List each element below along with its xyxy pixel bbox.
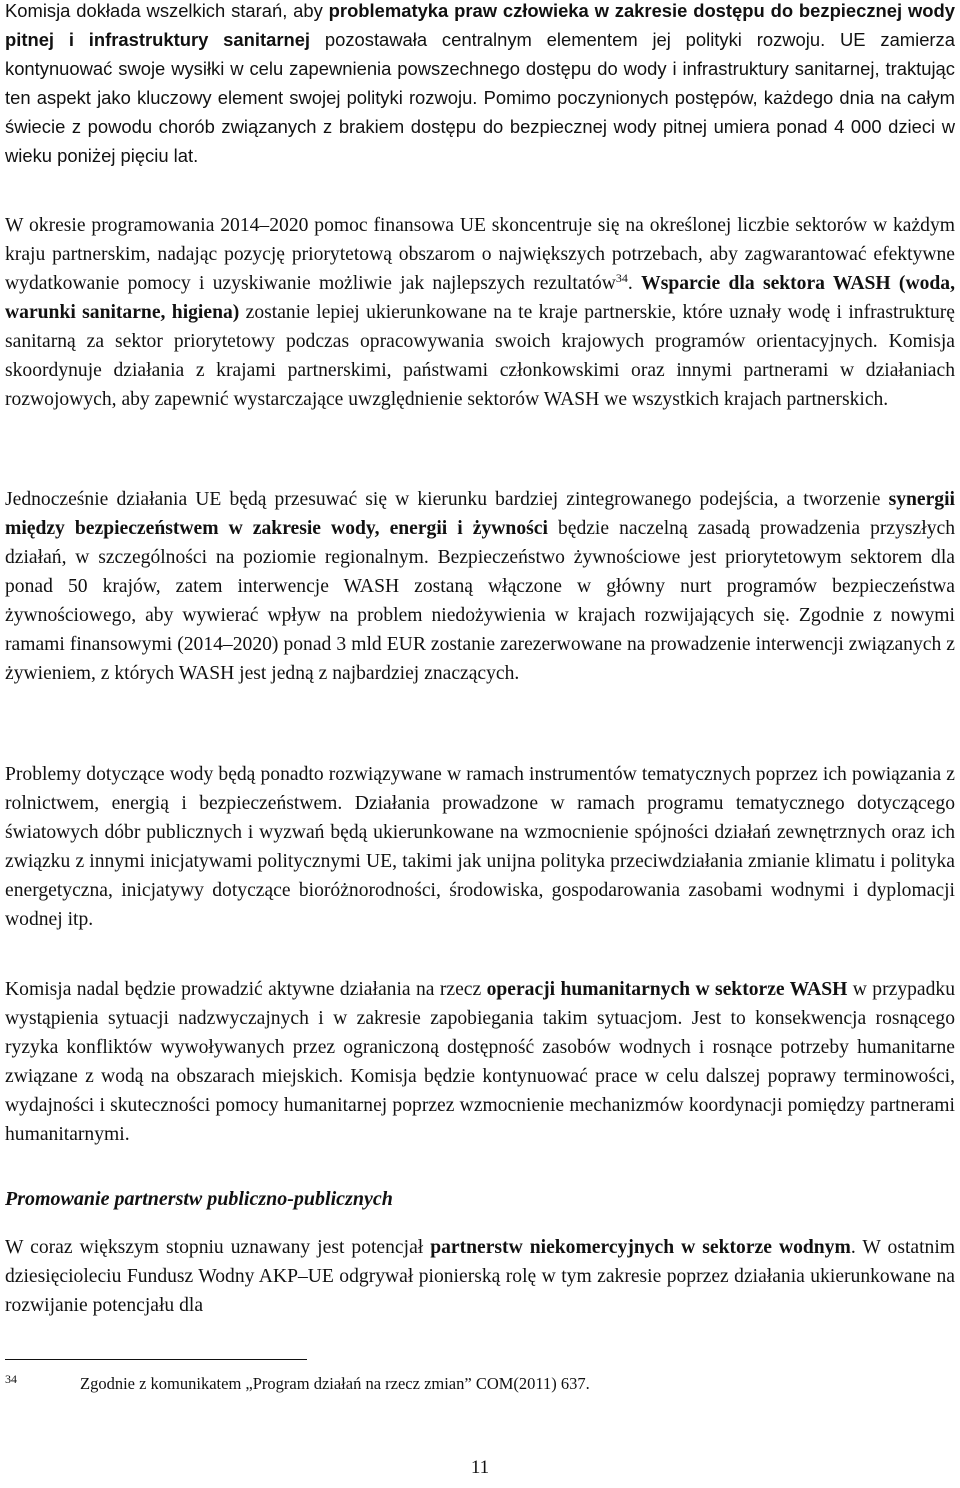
text: W okresie programowania 2014–2020 pomoc finansowa UE skoncentruje się na określonej liczbie sektorów w każdym kraju partnerskim, nadając pozycję priorytetową obszarom o największych potrzebach, aby zagwarantować efektywne wydatkowanie pomocy i uzyskiwanie możliwie jak najlepszych rezultatów xyxy=(5,215,955,294)
text: zostanie lepiej ukierunkowane na te kraje partnerskie, które uznały wodę i infrastrukturę sanitarną za sektor priorytetowy podczas opracowywania swoich krajowych programów orientacyjnych. Komisja skoordynuje działania z krajami partnerskimi, państwami członkowskimi oraz innymi partnerami w działaniach rozwojowych, aby zapewnić wystarczające uwzględnienie sektorów WASH we wszystkich krajach partnerskich. xyxy=(5,302,955,410)
footnote-text: Zgodnie z komunikatem „Program działań na rzecz zmian” COM(2011) 637. xyxy=(80,1374,590,1393)
text: Jednocześnie działania UE będą przesuwać się w kierunku bardziej zintegrowanego podejścia, a tworzenie xyxy=(5,489,889,510)
bold-text: partnerstw niekomercyjnych w sektorze wodnym xyxy=(430,1237,851,1258)
paragraph-partnerships xyxy=(5,1233,955,1320)
bold-text: Wsparcie dla sektora WASH (woda, warunki sanitarne, higiena) xyxy=(5,273,955,323)
paragraph-synergies xyxy=(5,485,955,688)
paragraph-thematic-instruments xyxy=(5,760,955,934)
footnote-separator xyxy=(5,1359,307,1360)
footnote-reference: 34 xyxy=(615,271,628,285)
paragraph-humanitarian xyxy=(5,975,955,1149)
text: pozostawała centralnym elementem jej polityki rozwoju. UE zamierza kontynuować swoje wysiłki w celu zapewnienia powszechnego dostępu do wody i infrastruktury sanitarnej, traktując ten aspekt jako kluczowy element swojej polityki rozwoju. Pomimo poczynionych postępów, każdego dnia na całym świecie z powodu chorób związanych z brakiem dostępu do bezpiecznej wody pitnej umiera ponad 4 000 dzieci w wieku poniżej pięciu lat. xyxy=(5,29,955,166)
text: Komisja dokłada wszelkich starań, aby xyxy=(5,0,329,21)
bold-text: problematyka praw człowieka w zakresie dostępu do bezpiecznej wody pitnej i infrastruktury sanitarnej xyxy=(5,0,955,50)
bold-text: synergii między bezpieczeństwem w zakresie wody, energii i żywności xyxy=(5,489,955,539)
paragraph-human-rights-water xyxy=(5,0,955,170)
page-number: 11 xyxy=(470,1457,490,1478)
footnote-number: 34 xyxy=(5,1372,17,1386)
text: Komisja nadal będzie prowadzić aktywne działania na rzecz xyxy=(5,979,487,1000)
text: W coraz większym stopniu uznawany jest potencjał xyxy=(5,1237,431,1258)
text: w przypadku wystąpienia sytuacji nadzwyczajnych i w zakresie zapobiegania takim sytuacjom. Jest to konsekwencja rosnącego ryzyka konfliktów wywoływanych przez ograniczoną dostępność zasobów wodnych i rosnące potrzeby humanitarne związane z wodą na obszarach miejskich. Komisja będzie kontynuować prace w celu dalszej poprawy terminowości, wydajności i skuteczności pomocy humanitarnej poprzez wzmocnienie mechanizmów koordynacji pomiędzy partnerami humanitarnymi. xyxy=(5,979,956,1145)
section-heading: Promowanie partnerstw publiczno-publicznych xyxy=(5,1188,393,1210)
text: Problemy dotyczące wody będą ponadto rozwiązywane w ramach instrumentów tematycznych poprzez ich powiązania z rolnictwem, energią i bezpieczeństwem. Działania prowadzone w ramach programu tematycznego dotyczącego światowych dóbr publicznych i wyzwań będą ukierunkowane na wzmocnienie spójności działań zewnętrznych oraz ich związku z innymi inicjatywami politycznymi UE, takimi jak unijna polityka przeciwdziałania zmianie klimatu i polityka energetyczna, inicjatywy dotyczące bioróżnorodności, środowiska, gospodarowania zasobami wodnymi i dyplomacji wodnej itp. xyxy=(5,764,955,930)
text: . xyxy=(627,273,642,294)
text: . W ostatnim dziesięcioleciu Fundusz Wodny AKP–UE odgrywał pionierską rolę w tym zakresie poprzez działania ukierunkowane na rozwijanie potencjału dla xyxy=(5,1237,956,1316)
paragraph-programming-period xyxy=(5,211,955,414)
text: będzie naczelną zasadą prowadzenia przyszłych działań, w szczególności na poziomie regionalnym. Bezpieczeństwo żywnościowe jest priorytetowym sektorem dla ponad 50 krajów, zatem interwencje WASH zostaną włączone w główny nurt programów bezpieczeństwa żywnościowego, aby wywierać wpływ na problem niedożywienia w krajach rozwijających się. Zgodnie z nowymi ramami finansowymi (2014–2020) ponad 3 mld EUR zostanie zarezerwowane na prowadzenie interwencji związanych z żywieniem, z których WASH jest jedną z najbardziej znaczących. xyxy=(5,518,955,684)
bold-text: operacji humanitarnych w sektorze WASH xyxy=(486,979,848,1000)
